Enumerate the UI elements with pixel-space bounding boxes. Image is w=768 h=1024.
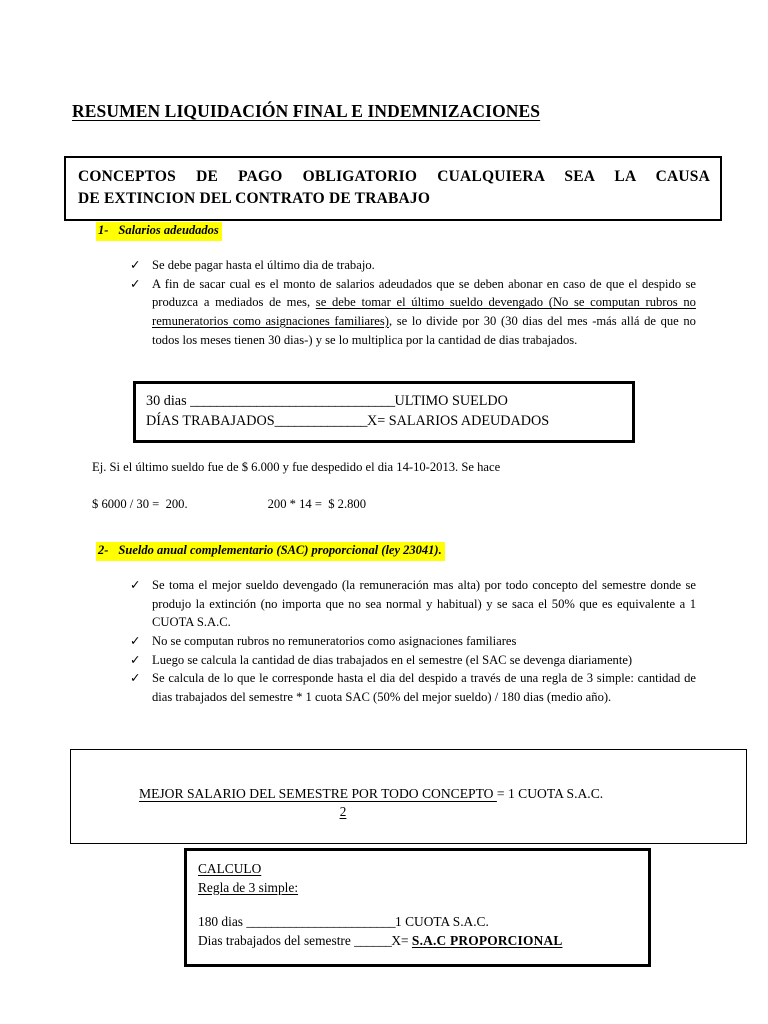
check-icon: ✓ xyxy=(130,258,141,272)
bullet-text: Se debe pagar hasta el último dia de trabajo. xyxy=(152,258,375,272)
list-item xyxy=(130,632,696,651)
section-title-2: Sueldo anual complementario (SAC) proporcional (ley 23041). xyxy=(118,543,442,557)
formula-box-cuota-sac xyxy=(70,749,747,844)
example-text-line: Ej. Si el último sueldo fue de $ 6.000 y fue despedido el dia 14-10-2013. Se hace xyxy=(92,460,501,474)
example-calculation-line xyxy=(92,496,366,514)
calculo-title-line xyxy=(198,860,648,879)
header-box-line-2: DE EXTINCION DEL CONTRATO DE TRABAJO xyxy=(78,190,431,207)
page-title: RESUMEN LIQUIDACIÓN FINAL E INDEMNIZACIONES xyxy=(72,101,541,121)
bullet-text: Se calcula de lo que le corresponde hasta el dia del despido a través de una regla de 3 simple: cantidad de dias trabajados del semestre * 1 cuota SAC (50% del mejor sueldo) / 180 dias (medio año). xyxy=(152,671,696,704)
section-number-2: 2- xyxy=(98,543,109,557)
bullet-text: No se computan rubros no remuneratorios como asignaciones familiares xyxy=(152,633,517,648)
calculo-2-left: Dias trabajados del semestre xyxy=(198,932,355,948)
section-title-1: Salarios adeudados xyxy=(118,223,219,237)
calculo-2-result: S.A.C PROPORCIONAL xyxy=(411,932,563,948)
formula-2-left: DÍAS TRABAJADOS xyxy=(146,413,275,430)
section-number-1: 1- xyxy=(98,223,109,237)
list-item xyxy=(130,669,696,706)
section-2-bullet-list xyxy=(130,576,696,706)
calculo-subtitle: Regla de 3 simple: xyxy=(198,879,299,895)
bullet-text-underlined: se debe tomar el último sueldo devengado (No se computan rubros no remuneratorios como asignaciones familiares) xyxy=(152,295,696,328)
list-item xyxy=(130,256,696,275)
formula-line-2 xyxy=(146,411,632,431)
list-item xyxy=(130,651,696,670)
bullet-text: Luego se calcula la cantidad de dias trabajados en el semestre (el SAC se devenga diariamente) xyxy=(152,652,633,667)
example-calc-left: $ 6000 / 30 = 200. xyxy=(92,497,188,511)
calculo-subtitle-line xyxy=(198,879,648,898)
calculo-line-2 xyxy=(198,932,648,951)
check-icon: ✓ xyxy=(130,633,141,648)
fraction-numerator: MEJOR SALARIO DEL SEMESTRE POR TODO CONCEPTO xyxy=(139,786,497,801)
calculo-box xyxy=(184,848,651,967)
calculo-title: CALCULO xyxy=(198,861,262,876)
check-icon: ✓ xyxy=(130,578,141,592)
bullet-text: Se toma el mejor sueldo devengado (la remuneración mas alta) por todo concepto del semestre donde se produjo la extinción (no importa que no sea normal y habitual) y se saca el 50% que es equivalente a 1 CUOTA S.A.C. xyxy=(152,578,696,630)
calculo-line-1 xyxy=(198,913,648,932)
formula-1-left: 30 dias xyxy=(146,393,191,409)
calculo-1-fill: ________________________ xyxy=(246,914,396,929)
fraction-denominator: 2 xyxy=(339,804,347,819)
section-1-bullet-list xyxy=(130,256,696,349)
calculo-2-mid: X= xyxy=(391,932,412,948)
calculo-1-left: 180 dias xyxy=(198,914,247,929)
calculo-2-fill: ______ xyxy=(354,932,392,948)
check-icon: ✓ xyxy=(130,276,141,291)
formula-2-fill: ______________ xyxy=(274,413,367,430)
section-heading-1 xyxy=(96,222,222,241)
formula-1-fill: _______________________________ xyxy=(190,393,395,409)
formula-box-salarios-adeudados xyxy=(133,381,635,443)
bullet-text: , se lo divide por 30 (30 dias del mes -más allá de que no todos los meses tienen 30 dias-) y se lo multiplica por la cantidad de dias trabajados. xyxy=(152,313,696,347)
list-item xyxy=(130,275,696,350)
list-item xyxy=(130,576,696,632)
check-icon: ✓ xyxy=(130,671,141,686)
header-box-line-1: CONCEPTOS DE PAGO OBLIGATORIO CUALQUIERA SEA LA CAUSA xyxy=(78,168,710,185)
fraction-equals: = 1 CUOTA S.A.C. xyxy=(496,786,604,801)
bullet-text: A fin de sacar cual es el monto de salarios adeudados que se deben abonar en caso de que el despido se produzca a mediados de mes, xyxy=(152,276,696,310)
formula-2-right: X= SALARIOS ADEUDADOS xyxy=(366,413,550,430)
fraction-formula xyxy=(139,786,604,819)
formula-1-right: ULTIMO SUELDO xyxy=(394,393,508,409)
example-calc-right: 200 * 14 = $ 2.800 xyxy=(267,497,367,511)
section-heading-2 xyxy=(96,542,445,561)
formula-line-1 xyxy=(146,391,632,411)
check-icon: ✓ xyxy=(130,652,141,667)
calculo-spacer xyxy=(198,897,648,913)
calculo-1-right: 1 CUOTA S.A.C. xyxy=(395,914,489,929)
header-box xyxy=(64,156,722,221)
